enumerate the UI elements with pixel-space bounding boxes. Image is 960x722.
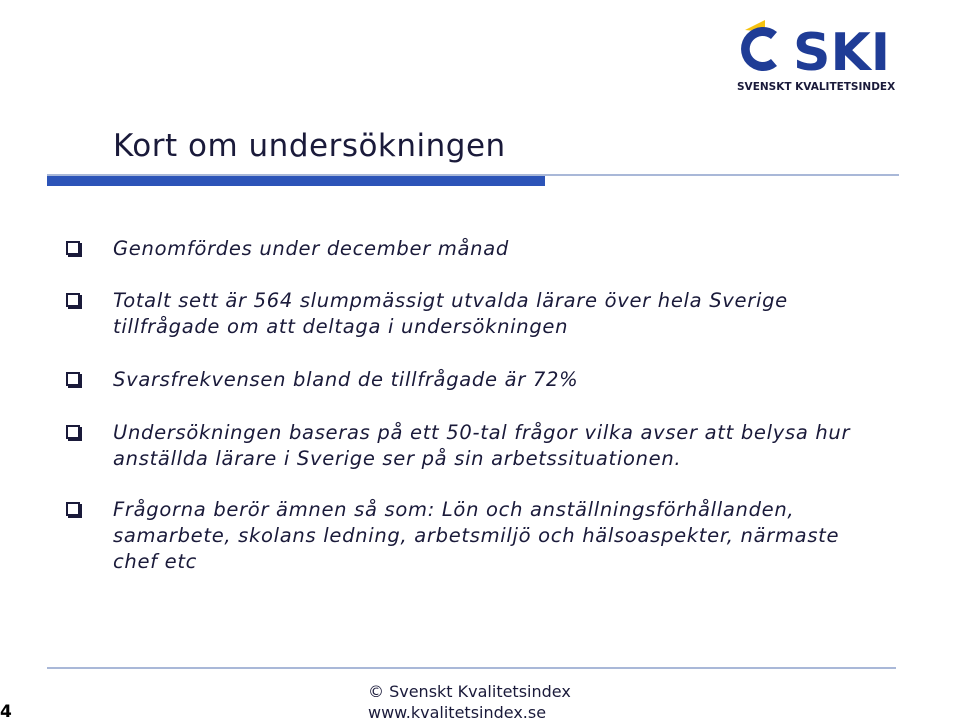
footer-copyright: © Svenskt Kvalitetsindex [368, 682, 571, 701]
bullet-text [113, 236, 903, 262]
bullet-line: Totalt sett är 564 slumpmässigt utvalda lärare över hela Sverige [113, 289, 788, 312]
ski-logo-mark [735, 14, 947, 96]
bullet-line: Undersökningen baseras på ett 50-tal frågor vilka avser att belysa hur [113, 421, 851, 444]
checkbox-bullet-icon [66, 241, 80, 255]
bullet-text [113, 497, 903, 575]
page-number: 4 [0, 702, 12, 722]
bullet-line: tillfrågade om att deltaga i undersökningen [113, 315, 569, 338]
ski-logo [735, 14, 947, 96]
title-accent-bar [47, 176, 545, 186]
footer-website: www.kvalitetsindex.se [368, 703, 547, 722]
bullet-line: Svarsfrekvensen bland de tillfrågade är 72% [113, 368, 579, 391]
logo-subtitle: SVENSKT KVALITETSINDEX [737, 81, 896, 93]
bullet-line: anställda lärare i Sverige ser på sin arbetssituationen. [113, 447, 682, 470]
bullet-line: chef etc [113, 550, 198, 573]
logo-wordmark: SKI [793, 23, 891, 83]
checkbox-bullet-icon [66, 502, 80, 516]
bullet-line: Genomfördes under december månad [113, 237, 509, 260]
bullet-line: Frågorna berör ämnen så som: Lön och anställningsförhållanden, [113, 498, 795, 521]
bullet-text [113, 420, 903, 472]
checkbox-bullet-icon [66, 293, 80, 307]
bullet-text [113, 367, 903, 393]
checkbox-bullet-icon [66, 425, 80, 439]
checkbox-bullet-icon [66, 372, 80, 386]
bullet-text [113, 288, 903, 340]
slide-title: Kort om undersökningen [113, 128, 506, 164]
logo-c-icon [741, 27, 777, 71]
footer-rule [47, 667, 896, 669]
bullet-line: samarbete, skolans ledning, arbetsmiljö och hälsoaspekter, närmaste [113, 524, 840, 547]
